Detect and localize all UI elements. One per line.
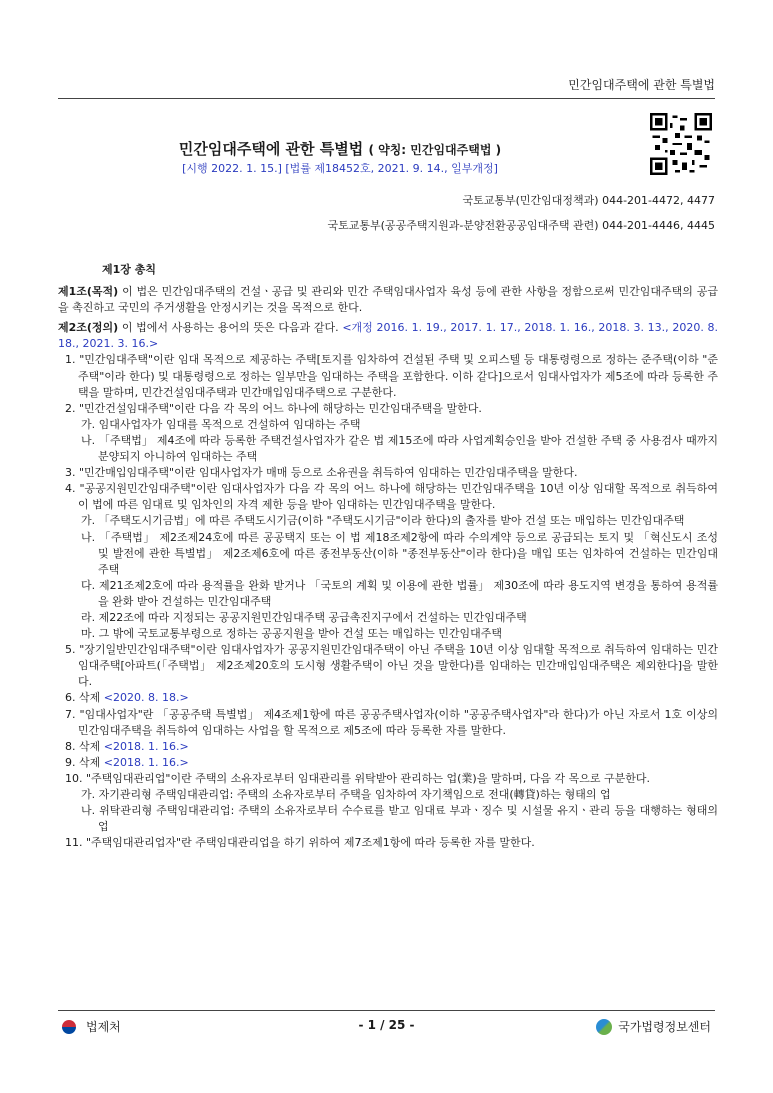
item-8-amendment-link[interactable]: <2018. 1. 16.>: [103, 739, 189, 753]
page-number: - 1 / 25 -: [358, 1018, 415, 1032]
law-body: [58, 262, 718, 851]
item-8: [58, 739, 718, 755]
item-7: 7. "임대사업자"란 「공공주택 특별법」 제4조제1항에 따른 공공주택사업자(이하 "공공주택사업자"라 한다)가 아닌 자로서 1호 이상의 민간임대주택을 취득하여 임대하는 사업을 할 목적으로 제5조에 따라 등록한 자를 말한다.: [65, 707, 718, 737]
item-4-ga: 가. 「주택도시기금법」에 따른 주택도시기금(이하 "주택도시기금"이라 한다)의 출자를 받아 건설 또는 매입하는 민간임대주택: [81, 514, 685, 528]
article-2: [58, 320, 718, 352]
item-6: [58, 690, 718, 706]
article-2-amendment-link[interactable]: <개정 2016. 1. 19., 2017. 1. 17., 2018. 1. 16., 2018. 3. 13., 2020. 8. 18., 2021. 3. 16.>: [58, 321, 718, 351]
chapter-heading: 제1장 총칙: [102, 263, 156, 276]
contact-line-2: 국토교통부(공공주택지원과-분양전환공공임대주택 관련) 044-201-4446, 4445: [327, 219, 715, 232]
item-1: 1. "민간임대주택"이란 임대 목적으로 제공하는 주택[토지를 임차하여 건설된 주택 및 오피스텔 등 대통령령으로 정하는 준주택(이하 "준주택"이라 한다) 및 대통령령으로 정하는 일부만을 임대하는 주택을 포함한다. 이하 같다]으로서 임대사업자가 제5조에 따라 등록한 주택을 말하며, 민간건설임대주택과 민간매입임대주택으로 구분한다.: [65, 353, 718, 399]
footer-right: [596, 1018, 711, 1035]
footer-center-name: 국가법령정보센터: [618, 1020, 711, 1034]
enforcement-info[interactable]: [시행 2022. 1. 15.] [법률 제18452호, 2021. 9. 14., 일부개정]: [182, 162, 498, 175]
item-4-ma: 마. 그 밖에 국토교통부령으로 정하는 공공지원을 받아 건설 또는 매입하는 민간임대주택: [81, 627, 502, 641]
item-2: 2. "민간건설임대주택"이란 다음 각 목의 어느 하나에 해당하는 민간임대주택을 말한다.: [65, 401, 482, 415]
item-4-na: 나. 「주택법」 제2조제24호에 따른 공공택지 또는 이 법 제18조제2항에 따라 수의계약 등으로 공급되는 토지 및 「혁신도시 조성 및 발전에 관한 특별법」 제2조제6호에 따른 종전부동산(이하 "종전부동산"이라 한다)을 매입 또는 임차하여 건설하는 민간임대주택: [81, 530, 718, 576]
item-9-amendment-link[interactable]: <2018. 1. 16.>: [103, 755, 189, 769]
item-4-ra: 라. 제22조에 따라 지정되는 공공지원민간임대주택 공급촉진지구에서 건설하는 민간임대주택: [81, 610, 527, 624]
running-title: 민간임대주택에 관한 특별법: [568, 78, 715, 92]
law-title-text: 민간임대주택에 관한 특별법: [178, 140, 364, 158]
item-6-amendment-link[interactable]: <2020. 8. 18.>: [103, 691, 189, 705]
law-center-logo-icon: [596, 1019, 612, 1035]
item-2-na: 나. 「주택법」 제4조에 따라 등록한 주택건설사업자가 같은 법 제15조에 따라 사업계획승인을 받아 건설한 주택 중 사용검사 때까지 분양되지 아니하여 임대하는 주택: [81, 433, 718, 464]
top-divider: [58, 98, 715, 99]
item-10-na: 나. 위탁관리형 주택임대관리업: 주택의 소유자로부터 수수료를 받고 임대료 부과ㆍ징수 및 시설물 유지ㆍ관리 등을 대행하는 형태의 업: [81, 804, 718, 834]
item-4: 4. "공공지원민간임대주택"이란 임대사업자가 다음 각 목의 어느 하나에 해당하는 민간임대주택을 10년 이상 임대할 목적으로 취득하여 이 법에 따른 임대료 및 임차인의 자격 제한 등을 받아 임대하는 민간임대주택을 말한다.: [65, 482, 718, 512]
item-4-da: 다. 제21조제2호에 따라 용적률을 완화 받거나 「국토의 계획 및 이용에 관한 법률」 제30조에 따라 용도지역 변경을 통하여 용적률을 완화 받아 건설하는 민간임대주택: [81, 578, 718, 608]
item-11: 11. "주택임대관리업자"란 주택임대관리업을 하기 위하여 제7조제1항에 따라 등록한 자를 말한다.: [65, 836, 535, 850]
item-9: [58, 755, 718, 771]
item-10: 10. "주택임대관리업"이란 주택의 소유자로부터 임대관리를 위탁받아 관리하는 업(業)을 말하며, 다음 각 목으로 구분한다.: [65, 771, 650, 785]
item-5: 5. "장기일반민간임대주택"이란 임대사업자가 공공지원민간임대주택이 아닌 주택을 10년 이상 임대할 목적으로 취득하여 임대하는 민간임대주택[아파트(「주택법」 제2조제20호의 도시형 생활주택이 아닌 것을 말한다)를 임대하는 민간매입임대주택은 제외한다]을 말한다.: [65, 643, 718, 689]
item-8-text: 8. 삭제: [65, 739, 104, 753]
article-1-text: 이 법은 민간임대주택의 건설ㆍ공급 및 관리와 민간 주택임대사업자 육성 등에 관한 사항을 정함으로써 민간임대주택의 공급을 촉진하고 국민의 주거생활을 안정시키는 것을 목적으로 한다.: [58, 285, 718, 315]
article-2-label: 제2조(정의): [58, 321, 119, 335]
item-3: 3. "민간매입임대주택"이란 임대사업자가 매매 등으로 소유권을 취득하여 임대하는 민간임대주택을 말한다.: [65, 466, 578, 480]
article-2-text: 이 법에서 사용하는 용어의 뜻은 다음과 같다.: [118, 321, 343, 335]
short-title: ( 약칭: 민간임대주택법 ): [368, 143, 502, 157]
footer-org: 법제처: [86, 1020, 121, 1034]
law-title: [0, 138, 680, 159]
article-1: [58, 284, 718, 316]
article-1-label: 제1조(목적): [58, 285, 119, 299]
qr-code-icon: [650, 113, 712, 175]
item-10-ga: 가. 자기관리형 주택임대관리업: 주택의 소유자로부터 주택을 임차하여 자기책임으로 전대(轉貸)하는 형태의 업: [81, 788, 611, 801]
contact-line-1: 국토교통부(민간임대정책과) 044-201-4472, 4477: [462, 194, 715, 207]
item-2-ga: 가. 임대사업자가 임대를 목적으로 건설하여 임대하는 주택: [81, 417, 361, 431]
item-9-text: 9. 삭제: [65, 755, 104, 769]
item-6-text: 6. 삭제: [65, 691, 104, 705]
bottom-divider: [58, 1010, 715, 1011]
